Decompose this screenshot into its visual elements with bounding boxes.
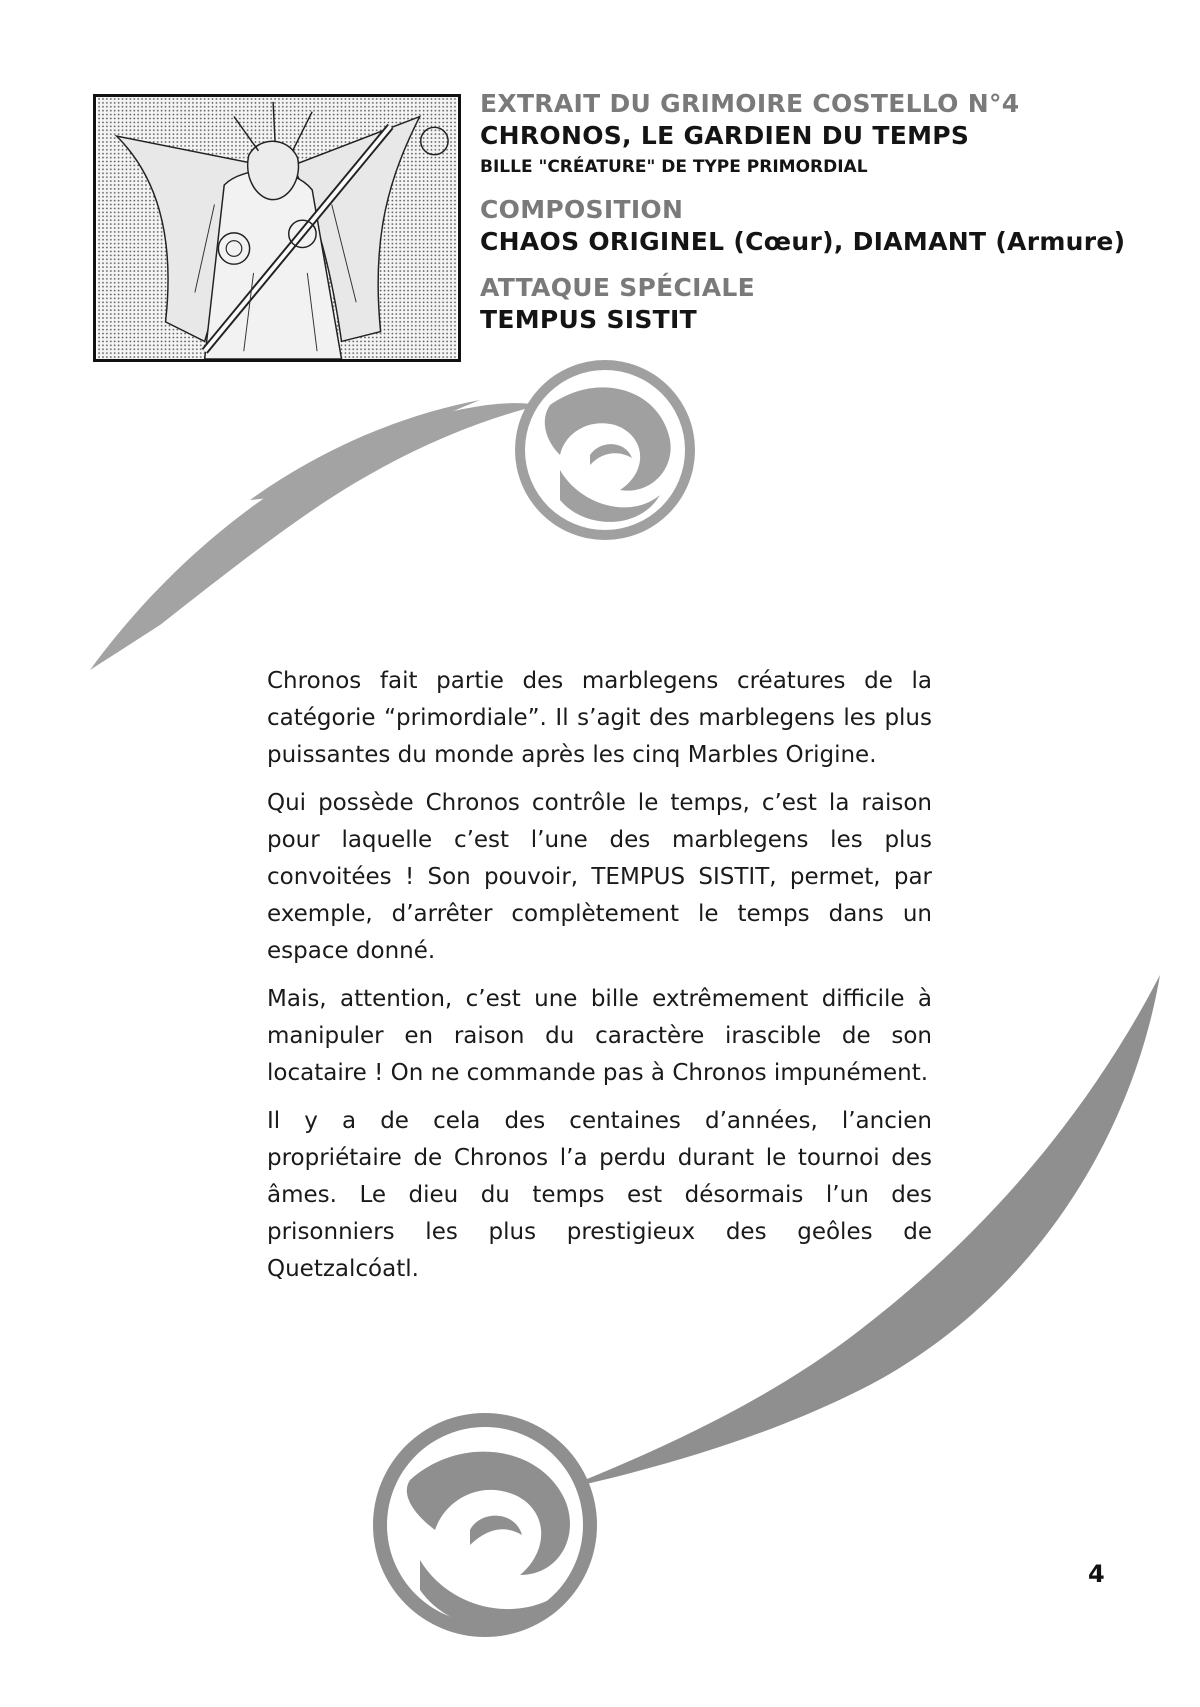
composition-label: COMPOSITION (480, 195, 684, 224)
creature-illustration (93, 94, 461, 362)
grimoire-header (480, 88, 1180, 336)
bottom-comet-swirl-icon (373, 1413, 597, 1637)
chronos-manga-image (96, 97, 458, 359)
page-number: 4 (1088, 1560, 1105, 1588)
extract-label: EXTRAIT DU GRIMOIRE COSTELLO N°4 (480, 89, 1020, 118)
paragraph: Mais, attention, c’est une bille extrêmement difficile à manipuler en raison du caractère irascible de son locataire ! On ne commande pas à Chronos impunément. (267, 986, 932, 1086)
description-body (267, 663, 932, 1299)
top-comet-tail (90, 403, 540, 670)
top-comet-swirl-icon (515, 360, 695, 540)
paragraph: Qui possède Chronos contrôle le temps, c’est la raison pour laquelle c’est l’une des marblegens les plus convoitées ! Son pouvoir, TEMPUS SISTIT, permet, par exemple, d’arrêter complètement le temps dans un espace donné. (267, 790, 932, 964)
creature-title: CHRONOS, LE GARDIEN DU TEMPS (480, 121, 970, 150)
attack-label: ATTAQUE SPÉCIALE (480, 273, 756, 302)
paragraph: Chronos fait partie des marblegens créatures de la catégorie “primordiale”. Il s’agit des marblegens les plus puissantes du monde après les cinq Marbles Origine. (267, 668, 932, 768)
composition-value: CHAOS ORIGINEL (Cœur), DIAMANT (Armure) (480, 227, 1126, 256)
paragraph: Il y a de cela des centaines d’années, l’ancien propriétaire de Chronos l’a perdu durant le tournoi des âmes. Le dieu du temps est désormais l’un des prisonniers les plus prestigieux des geôles de Quetzalcóatl. (267, 1108, 932, 1282)
creature-subtitle: BILLE "CRÉATURE" DE TYPE PRIMORDIAL (480, 157, 868, 177)
attack-value: TEMPUS SISTIT (480, 305, 697, 334)
